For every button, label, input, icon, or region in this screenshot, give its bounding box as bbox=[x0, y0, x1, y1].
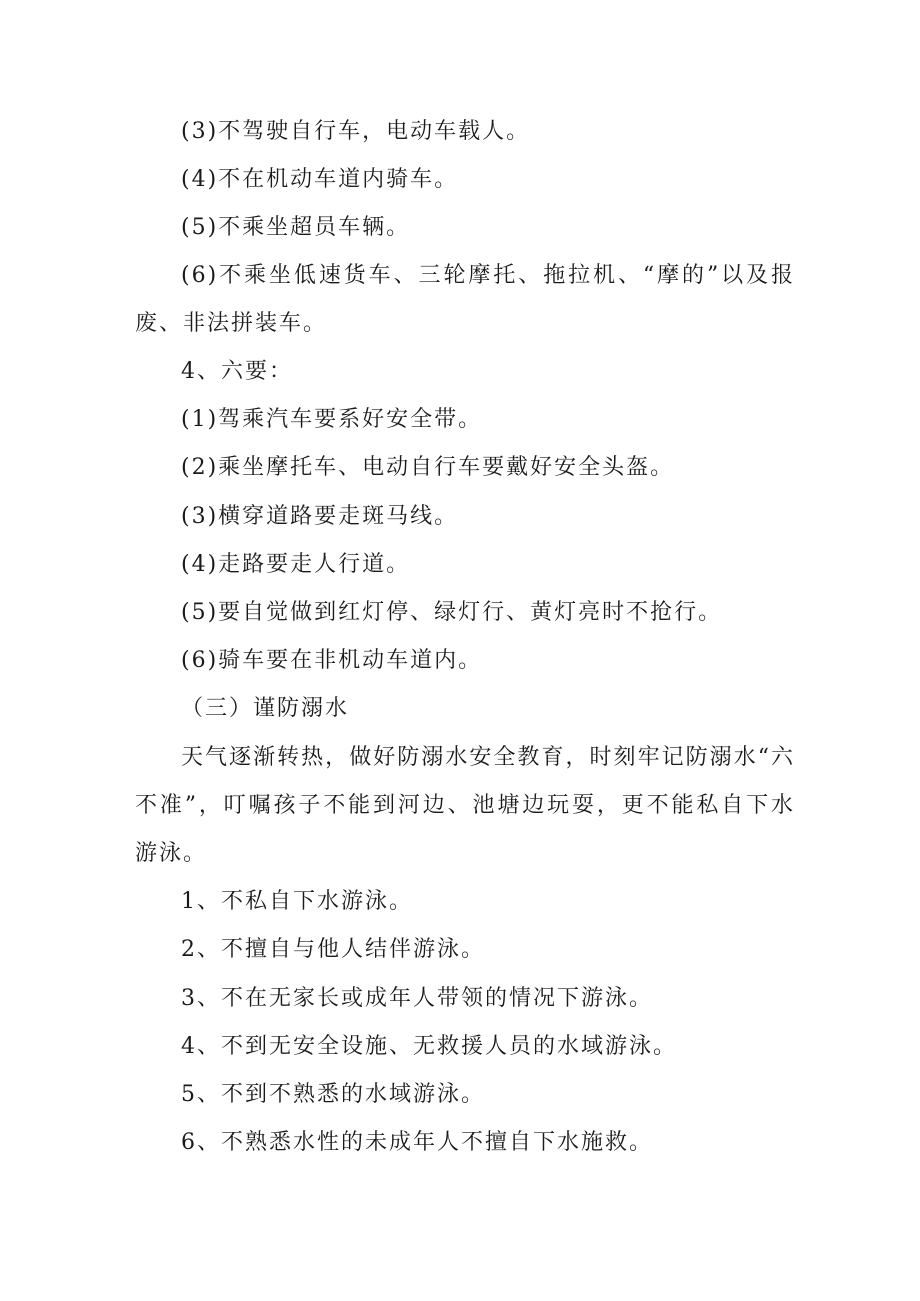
must-sidewalk: (4)走路要走人行道。 bbox=[181, 552, 411, 577]
drowning-rule-2: 2、不擅自与他人结伴游泳。 bbox=[181, 937, 485, 962]
drowning-rule-6: 6、不熟悉水性的未成年人不擅自下水施救。 bbox=[181, 1130, 653, 1155]
section-six-musts-heading: 4、六要： bbox=[181, 359, 293, 384]
rule-no-riding-motor-lane: (4)不在机动车道内骑车。 bbox=[181, 167, 459, 192]
rule-no-passengers-bike: (3)不驾驶自行车，电动车载人。 bbox=[181, 119, 531, 144]
must-traffic-lights: (5)要自觉做到红灯停、绿灯行、黄灯亮时不抢行。 bbox=[181, 600, 723, 625]
rule-no-unsafe-vehicles: (6)不乘坐低速货车、三轮摩托、拖拉机、“摩的”以及报废、非法拼装车。 bbox=[135, 263, 795, 336]
rule-no-overloaded-vehicle: (5)不乘坐超员车辆。 bbox=[181, 215, 411, 240]
must-bike-lane: (6)骑车要在非机动车道内。 bbox=[181, 648, 483, 673]
must-helmet: (2)乘坐摩托车、电动自行车要戴好安全头盔。 bbox=[181, 455, 675, 480]
drowning-rule-4: 4、不到无安全设施、无救援人员的水域游泳。 bbox=[181, 1034, 677, 1059]
must-zebra-crossing: (3)横穿道路要走斑马线。 bbox=[181, 504, 459, 529]
drowning-intro-paragraph: 天气逐渐转热，做好防溺水安全教育，时刻牢记防溺水“六不准”，叮嘱孩子不能到河边、池塘边玩耍，更不能私自下水游泳。 bbox=[135, 745, 795, 866]
section-drowning-heading: （三）谨防溺水 bbox=[181, 696, 350, 721]
must-seatbelt: (1)驾乘汽车要系好安全带。 bbox=[181, 407, 483, 432]
drowning-rule-1: 1、不私自下水游泳。 bbox=[181, 889, 413, 914]
drowning-rule-5: 5、不到不熟悉的水域游泳。 bbox=[181, 1082, 485, 1107]
drowning-rule-3: 3、不在无家长或成年人带领的情况下游泳。 bbox=[181, 986, 653, 1011]
